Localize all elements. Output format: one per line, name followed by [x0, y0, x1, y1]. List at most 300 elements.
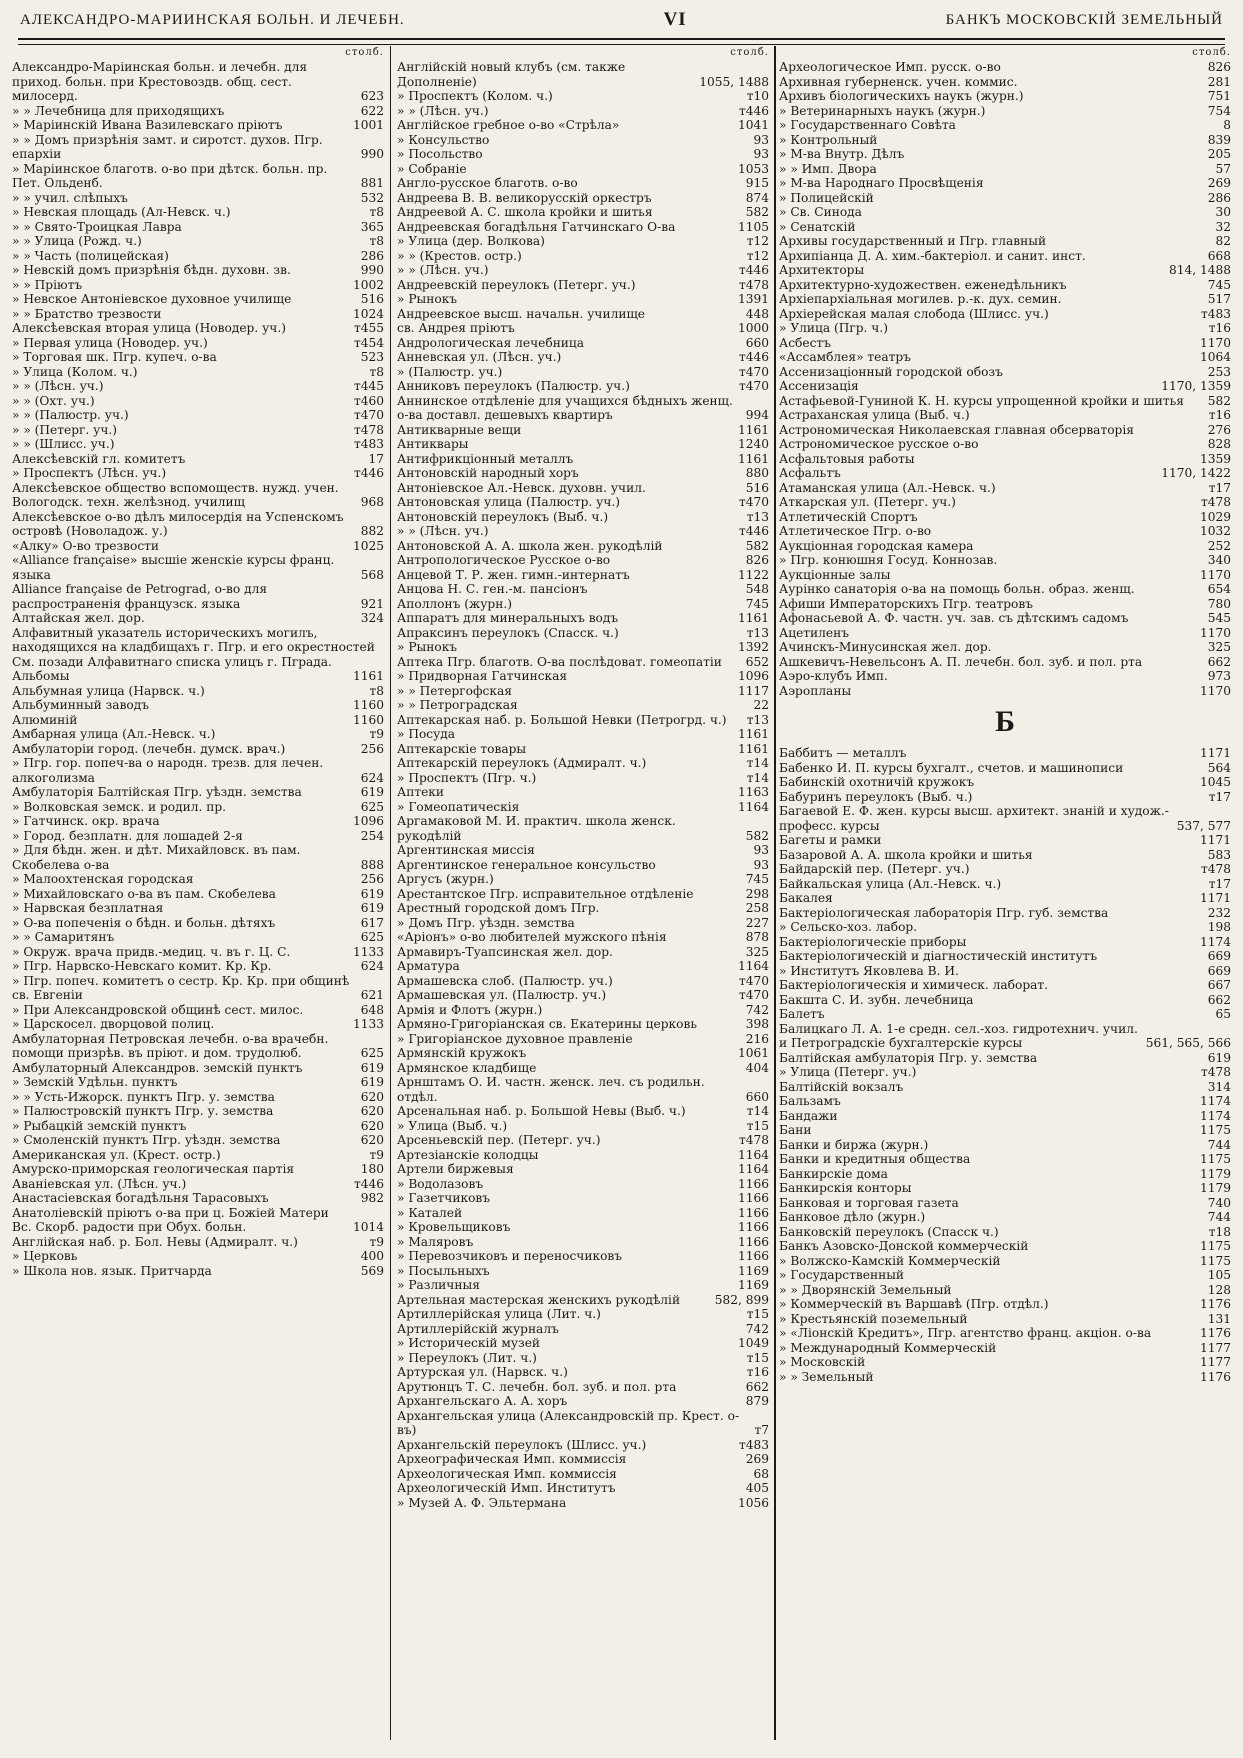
index-entry	[779, 1239, 1231, 1254]
entry-column-ref: 1045	[1199, 775, 1231, 789]
entry-column-ref: 1164	[737, 799, 769, 814]
entry-column-ref: 582	[745, 538, 769, 553]
entry-text: Анцевой Т. Р. жен. гимн.-интернатъ	[397, 567, 630, 582]
entry-text: Багеты и рамки	[779, 833, 882, 847]
index-entry	[779, 1225, 1231, 1240]
entry-column-ref: т470	[738, 379, 769, 393]
entry-column-ref: 198	[1207, 920, 1231, 934]
entry-column-ref: 1174	[1199, 1094, 1231, 1108]
index-entry	[397, 843, 769, 858]
index-entry	[779, 89, 1231, 104]
index-entry	[397, 1496, 769, 1511]
index-entry	[397, 1307, 769, 1322]
entry-text: » Малоохтенская городская	[12, 872, 194, 886]
index-entry	[779, 133, 1231, 148]
entry-column-ref: 1160	[352, 712, 384, 727]
entry-text: Алтайская жел. дор.	[12, 611, 145, 625]
entry-column-ref: т470	[353, 408, 384, 422]
index-entry	[397, 930, 769, 945]
entry-column-ref: 1041	[737, 118, 769, 132]
entry-column-ref: т470	[738, 973, 769, 988]
entry-text: » Рынокъ	[397, 640, 458, 654]
entry-text: » Придворная Гатчинская	[397, 669, 568, 683]
entry-column-ref: 1032	[1199, 524, 1231, 538]
index-entry	[12, 423, 384, 438]
entry-column-ref: 532	[360, 190, 384, 205]
entry-column-ref: 314	[1207, 1079, 1231, 1094]
entry-text: Бальзамъ	[779, 1094, 841, 1108]
entry-column-ref: 669	[1207, 963, 1231, 978]
index-entry	[779, 978, 1231, 993]
index-entry	[779, 278, 1231, 293]
index-entry	[779, 1312, 1231, 1327]
entry-text: » » (Шлисс. уч.)	[12, 437, 115, 451]
index-entry	[779, 365, 1231, 380]
entry-column-ref: 1392	[737, 640, 769, 654]
entry-column-ref: 22	[753, 698, 769, 712]
entry-text: «Alliance française» высшіе женскіе курсы франц. языка	[12, 553, 335, 582]
entry-column-ref: 874	[745, 190, 769, 205]
entry-text: » » (Лѣсн. уч.)	[397, 524, 489, 538]
entry-column-ref: 1177	[1199, 1355, 1231, 1369]
index-entry	[397, 756, 769, 771]
index-entry	[779, 1341, 1231, 1356]
entry-column-ref: 1391	[737, 292, 769, 306]
entry-column-ref: 516	[745, 480, 769, 495]
entry-column-ref: т14	[746, 756, 769, 770]
entry-text: » » (Лѣсн. уч.)	[397, 263, 489, 277]
index-entry	[397, 582, 769, 597]
index-entry	[779, 746, 1231, 761]
entry-text: Аргентинское генеральное консульство	[397, 857, 656, 872]
entry-text: » Нарвская безплатная	[12, 901, 164, 915]
entry-column-ref: 1000	[737, 321, 769, 335]
entry-text: Архипіанца Д. А. хим.-бактеріол. и санит. инст.	[779, 248, 1086, 263]
entry-text: Археологическое Имп. русск. о-во	[779, 60, 1001, 74]
entry-column-ref: 1161	[737, 727, 769, 741]
entry-column-ref: 1064	[1199, 350, 1231, 364]
entry-column-ref: 340	[1207, 553, 1231, 567]
entry-text: Алексѣевскій гл. комитетъ	[12, 451, 186, 466]
entry-column-ref: 256	[360, 872, 384, 886]
entry-text: Ачинскъ-Минусинская жел. дор.	[779, 640, 992, 654]
entry-text: » » Дворянскій Земельный	[779, 1282, 952, 1297]
entry-column-ref: 1014	[352, 1220, 384, 1234]
index-entry	[779, 848, 1231, 863]
entry-text: Балицкаго Л. А. 1-е средн. сел.-хоз. гидротехнич. учил. и Петроградскіе бухгалтерскіе курсы	[779, 1021, 1138, 1050]
entry-text: » Царскосел. дворцовой полиц.	[12, 1017, 215, 1031]
entry-text: Балтійская амбулаторія Пгр. у. земства	[779, 1050, 1038, 1065]
entry-column-ref: т478	[353, 422, 384, 437]
entry-column-ref: 1170	[1199, 683, 1231, 698]
entry-column-ref: 1161	[737, 451, 769, 466]
entry-column-ref: 619	[360, 901, 384, 915]
index-entry	[12, 887, 384, 902]
entry-text: » Различныя	[397, 1278, 480, 1292]
entry-column-ref: 625	[360, 1046, 384, 1060]
column-header: столб.	[1192, 47, 1231, 58]
entry-column-ref: 1164	[737, 1147, 769, 1162]
index-entry	[12, 263, 384, 278]
entry-column-ref: 839	[1207, 132, 1231, 147]
entry-text: » Водолазовъ	[397, 1176, 484, 1191]
index-entry	[779, 162, 1231, 177]
entry-column-ref: т483	[738, 1437, 769, 1452]
index-entry	[397, 713, 769, 728]
index-entry	[12, 1177, 384, 1192]
index-entry	[397, 1206, 769, 1221]
entry-text: Бактеріологическій и діагностическій институтъ	[779, 949, 1098, 963]
running-header-right: БАНКЪ МОСКОВСКІЙ ЗЕМЕЛЬНЫЙ	[945, 11, 1223, 28]
entry-text: » » Пріютъ	[12, 277, 83, 292]
entry-text: » Пгр. конюшня Госуд. Коннозав.	[779, 553, 998, 567]
entry-text: Андреевская богадѣльня Гатчинскаго О-ва	[397, 219, 676, 234]
entry-text: » Крестьянскій поземельный	[779, 1311, 968, 1326]
entry-text: » Михайловскаго о-ва въ пам. Скобелева	[12, 886, 276, 901]
entry-column-ref: т478	[1200, 862, 1231, 876]
entry-column-ref: 625	[360, 799, 384, 814]
index-entry	[779, 906, 1231, 921]
entry-column-ref: 1055, 1488	[699, 74, 769, 89]
section-letter: Б	[995, 705, 1015, 738]
index-entry	[779, 118, 1231, 133]
entry-column-ref: 1176	[1199, 1297, 1231, 1311]
entry-column-ref: 325	[745, 944, 769, 959]
entry-text: Андрологическая лечебница	[397, 335, 585, 350]
index-entry	[397, 916, 769, 931]
entry-column-ref: 619	[360, 1060, 384, 1075]
entry-text: Банки и биржа (журн.)	[779, 1137, 929, 1152]
entry-column-ref: 1171	[1199, 746, 1231, 760]
entry-text: » Св. Синода	[779, 205, 862, 219]
index-entry	[779, 1080, 1231, 1095]
entry-column-ref: 826	[745, 553, 769, 567]
entry-text: Арестантское Пгр. исправительное отдѣленіе	[397, 886, 694, 901]
entry-column-ref: 742	[745, 1002, 769, 1017]
entry-column-ref: 619	[360, 1075, 384, 1089]
index-entry	[397, 785, 769, 800]
entry-text: » Гомеопатическія	[397, 799, 520, 814]
entry-text: » Музей А. Ф. Эльтермана	[397, 1495, 567, 1510]
entry-column-ref: т8	[369, 683, 384, 698]
index-entry	[397, 379, 769, 394]
entry-text: Багаевой Е. Ф. жен. курсы высш. архитект. знаній и худож.-професс. курсы	[779, 804, 1169, 833]
index-entry	[397, 423, 769, 438]
index-entry	[779, 307, 1231, 322]
entry-column-ref: т17	[1208, 789, 1231, 804]
index-entry	[12, 1162, 384, 1177]
index-entry	[397, 655, 769, 670]
entry-column-ref: т15	[746, 1307, 769, 1321]
index-entry	[779, 510, 1231, 525]
entry-text: Астраханская улица (Выб. ч.)	[779, 408, 970, 422]
entry-column-ref: 662	[745, 1379, 769, 1394]
entry-text: » Домъ Пгр. уѣздн. земства	[397, 915, 575, 930]
entry-column-ref: 32	[1215, 219, 1231, 234]
entry-text: » » Имп. Двора	[779, 161, 877, 176]
index-entry	[397, 1148, 769, 1163]
entry-text: Арсеньевскій пер. (Петерг. уч.)	[397, 1133, 601, 1147]
entry-column-ref: т478	[738, 1133, 769, 1147]
entry-text: Андреевой А. С. школа кройки и шитья	[397, 205, 653, 219]
entry-text: Артезіанскіе колодцы	[397, 1147, 539, 1162]
index-entry	[779, 147, 1231, 162]
index-entry	[397, 481, 769, 496]
entry-column-ref: 1163	[737, 785, 769, 799]
entry-column-ref: 1161	[737, 422, 769, 437]
entry-text: Бандажи	[779, 1108, 838, 1123]
index-entry	[397, 872, 769, 887]
entry-text: » » учил. слѣпыхъ	[12, 190, 128, 205]
running-header-left: АЛЕКСАНДРО-МАРИИНСКАЯ БОЛЬН. И ЛЕЧЕБН.	[20, 11, 405, 28]
entry-text: Армашевская ул. (Палюстр. уч.)	[397, 988, 607, 1002]
index-entry	[397, 350, 769, 365]
entry-text: » Консульство	[397, 132, 490, 147]
entry-column-ref: т478	[738, 277, 769, 292]
entry-column-ref: 582	[745, 828, 769, 843]
entry-text: » При Александровской общинѣ сест. милос.	[12, 1002, 304, 1017]
entry-column-ref: т445	[353, 379, 384, 393]
index-entry	[779, 75, 1231, 90]
entry-text: Амбарная улица (Ал.-Невск. ч.)	[12, 727, 216, 741]
entry-column-ref: т446	[738, 350, 769, 364]
index-entry	[397, 1177, 769, 1192]
entry-text: » » Петроградская	[397, 698, 518, 712]
entry-text: » Проспектъ (Пгр. ч.)	[397, 770, 537, 785]
entry-text: Банкирскія конторы	[779, 1181, 912, 1195]
entry-text: » Маріинское благотв. о-во при дѣтск. больн. пр. Пет. Ольденб.	[12, 161, 328, 190]
index-entry	[12, 1191, 384, 1206]
entry-text: » Маріинскій Ивана Вазилевскаго пріютъ	[12, 118, 283, 132]
entry-text: » Улица (Пгр. ч.)	[779, 321, 888, 335]
index-entry	[779, 920, 1231, 935]
entry-column-ref: 269	[745, 1452, 769, 1466]
entry-text: «Ассамблея» театръ	[779, 350, 911, 364]
entry-column-ref: 826	[1207, 60, 1231, 74]
entry-column-ref: 564	[1207, 760, 1231, 775]
entry-column-ref: 745	[745, 596, 769, 611]
entry-text: » Каталей	[397, 1205, 463, 1220]
entry-text: Амбулаторіи город. (лечебн. думск. врач.)	[12, 741, 286, 756]
index-entry	[779, 862, 1231, 877]
entry-text: » » Часть (полицейская)	[12, 248, 169, 263]
entry-text: Аукціонные залы	[779, 567, 891, 582]
entry-column-ref: 780	[1207, 596, 1231, 611]
entry-column-ref: 751	[1207, 89, 1231, 103]
entry-text: Архитектурно-художествен. еженедѣльникъ	[779, 277, 1067, 292]
index-entry	[779, 452, 1231, 467]
index-entry	[397, 684, 769, 699]
index-entry	[397, 1133, 769, 1148]
header-rule	[18, 38, 1225, 45]
index-entry	[779, 1065, 1231, 1080]
index-entry	[779, 640, 1231, 655]
entry-column-ref: т13	[746, 509, 769, 524]
entry-column-ref: 619	[1207, 1050, 1231, 1065]
entry-text: » » (Палюстр. уч.)	[12, 408, 129, 422]
entry-text: Бакшта С. И. зубн. лечебница	[779, 992, 974, 1007]
entry-text: «Алку» О-во трезвости	[12, 538, 160, 553]
index-entry	[779, 336, 1231, 351]
index-entry	[779, 104, 1231, 119]
entry-column-ref: 620	[360, 1133, 384, 1147]
index-entry	[397, 321, 769, 336]
entry-text: » Смоленскій пунктъ Пгр. уѣздн. земства	[12, 1133, 281, 1147]
entry-text: Архивъ біологическихъ наукъ (журн.)	[779, 89, 1024, 103]
entry-column-ref: 253	[1207, 364, 1231, 379]
entry-column-ref: 814, 1488	[1168, 263, 1231, 277]
index-entry	[397, 292, 769, 307]
entry-column-ref: 1171	[1199, 891, 1231, 905]
entry-text: Аткарская ул. (Петерг. уч.)	[779, 495, 956, 509]
entry-column-ref: 1160	[352, 698, 384, 712]
entry-column-ref: 286	[1207, 190, 1231, 205]
entry-column-ref: 325	[1207, 640, 1231, 654]
index-entry	[12, 162, 384, 191]
index-entry	[779, 234, 1231, 249]
entry-text: Антоновской А. А. школа жен. рукодѣлій	[397, 538, 663, 553]
entry-text: » Институтъ Яковлева В. И.	[779, 963, 959, 978]
entry-column-ref: 517	[1207, 292, 1231, 306]
entry-text: » » (Петерг. уч.)	[12, 422, 118, 437]
entry-text: Альбомы	[12, 669, 70, 683]
entry-text: » Московскій	[779, 1355, 866, 1369]
entry-text: Алексѣевская вторая улица (Новодер. уч.)	[12, 321, 286, 335]
index-entry	[397, 524, 769, 539]
index-entry	[12, 1104, 384, 1119]
entry-text: Бани	[779, 1123, 812, 1137]
entry-column-ref: т455	[353, 321, 384, 335]
index-entry	[397, 176, 769, 191]
entry-text: » Волжско-Камскій Коммерческій	[779, 1253, 1001, 1268]
entry-column-ref: т8	[369, 205, 384, 219]
index-entry	[779, 1007, 1231, 1022]
entry-text: » «Ліонскій Кредитъ», Пгр. агентство франц. акціон. о-ва	[779, 1326, 1152, 1340]
entry-column-ref: 1175	[1199, 1239, 1231, 1253]
entry-column-ref: 569	[360, 1263, 384, 1278]
index-entry	[12, 408, 384, 423]
index-entry	[779, 321, 1231, 336]
entry-text: » » Свято-Троицкая Лавра	[12, 219, 182, 234]
entry-column-ref: 93	[753, 843, 769, 857]
index-entry	[12, 800, 384, 815]
index-entry	[12, 930, 384, 945]
index-entry	[779, 437, 1231, 452]
entry-text: » » (Лѣсн. уч.)	[397, 103, 489, 118]
index-entry	[12, 872, 384, 887]
index-entry	[12, 1235, 384, 1250]
entry-text: » О-ва попеченія о бѣдн. и больн. дѣтяхъ	[12, 915, 276, 930]
index-entry	[12, 394, 384, 409]
entry-text: Архитекторы	[779, 263, 865, 277]
entry-text: » Для бѣдн. жен. и дѣт. Михайловск. въ пам. Скобелева о-ва	[12, 843, 301, 872]
entry-text: Александро-Маріинская больн. и лечебн. для приход. больн. при Крестовоздв. общ. сест. милосерд.	[12, 60, 308, 103]
entry-text: » » (Охт. уч.)	[12, 393, 95, 408]
index-entry	[397, 858, 769, 873]
index-entry	[397, 1220, 769, 1235]
entry-text: Альбумная улица (Нарвск. ч.)	[12, 683, 205, 698]
entry-column-ref: 1174	[1199, 934, 1231, 949]
entry-column-ref: 1024	[352, 306, 384, 321]
index-entry	[12, 1075, 384, 1090]
entry-column-ref: 1170, 1422	[1161, 466, 1231, 480]
entry-column-ref: 1175	[1199, 1253, 1231, 1268]
entry-text: Антоновскій переулокъ (Выб. ч.)	[397, 509, 609, 524]
entry-column-ref: 1175	[1199, 1152, 1231, 1166]
entry-column-ref: 400	[360, 1249, 384, 1263]
entry-column-ref: 1169	[737, 1263, 769, 1278]
entry-column-ref: 1179	[1199, 1181, 1231, 1195]
entry-text: Аукціонная городская камера	[779, 538, 974, 553]
entry-column-ref: 1117	[737, 683, 769, 698]
entry-column-ref: 878	[745, 930, 769, 944]
entry-text: » Переулокъ (Лит. ч.)	[397, 1350, 537, 1365]
entry-column-ref: 982	[360, 1191, 384, 1205]
index-entry	[397, 1380, 769, 1395]
index-entry	[779, 804, 1231, 833]
entry-column-ref: 1002	[352, 277, 384, 292]
index-entry	[779, 1210, 1231, 1225]
index-entry	[779, 191, 1231, 206]
entry-column-ref: 561, 565, 566	[1145, 1036, 1231, 1050]
entry-column-ref: 654	[1207, 582, 1231, 596]
index-entry	[779, 495, 1231, 510]
entry-column-ref: т9	[369, 727, 384, 741]
index-entry	[12, 843, 384, 872]
entry-column-ref: т446	[353, 466, 384, 480]
index-entry	[779, 1109, 1231, 1124]
entry-text: Археографическая Имп. коммиссія	[397, 1452, 627, 1466]
index-entry	[779, 539, 1231, 554]
entry-column-ref: 57	[1215, 161, 1231, 176]
entry-text: Аргамаковой М. И. практич. школа женск. рукодѣлій	[397, 814, 676, 843]
entry-text: Аптекарскіе товары	[397, 741, 527, 756]
column-divider	[774, 46, 776, 1740]
entry-column-ref: т17	[1208, 480, 1231, 495]
entry-column-ref: 568	[360, 567, 384, 582]
entry-column-ref: т15	[746, 1118, 769, 1133]
entry-column-ref: 1001	[352, 118, 384, 132]
entry-column-ref: 740	[1207, 1195, 1231, 1210]
entry-text: » » Домъ призрѣнія замт. и сиротст. духов. Пгр. епархіи	[12, 132, 323, 161]
entry-text: «Аріонъ» о-во любителей мужского пѣнія	[397, 930, 667, 944]
entry-column-ref: 1170	[1199, 567, 1231, 582]
entry-text: Арестный городской домъ Пгр.	[397, 901, 600, 915]
entry-text: Аптекарская наб. р. Большой Невки (Петрогрд. ч.)	[397, 712, 727, 727]
entry-text: Атаманская улица (Ал.-Невск. ч.)	[779, 480, 996, 495]
index-entry	[779, 1181, 1231, 1196]
entry-text: Бабенко И. П. курсы бухгалт., счетов. и машинописи	[779, 760, 1124, 775]
index-entry	[12, 60, 384, 104]
entry-column-ref: 1133	[352, 1017, 384, 1031]
entry-text: » Перевозчиковъ и переносчиковъ	[397, 1249, 623, 1263]
entry-text: Армашевска слоб. (Палюстр. уч.)	[397, 973, 613, 988]
index-entry	[779, 394, 1231, 409]
entry-text: » Посольство	[397, 147, 483, 161]
entry-text: Амбулаторная Петровская лечебн. о-ва врачебн. помощи призрѣв. въ пріют. и дом. трудолюб.	[12, 1031, 329, 1060]
entry-text: Архангельская улица (Александровскій пр. Крест. о-въ)	[397, 1408, 740, 1437]
entry-text: » Первая улица (Новодер. уч.)	[12, 335, 208, 350]
entry-text: » Маляровъ	[397, 1234, 474, 1249]
index-entry	[12, 916, 384, 931]
index-entry	[779, 379, 1231, 394]
index-entry	[12, 959, 384, 974]
entry-column-ref: 1096	[737, 669, 769, 683]
index-entry	[397, 640, 769, 655]
index-entry	[397, 133, 769, 148]
index-entry	[779, 655, 1231, 670]
entry-text: Байдарскій пер. (Петерг. уч.)	[779, 862, 970, 876]
